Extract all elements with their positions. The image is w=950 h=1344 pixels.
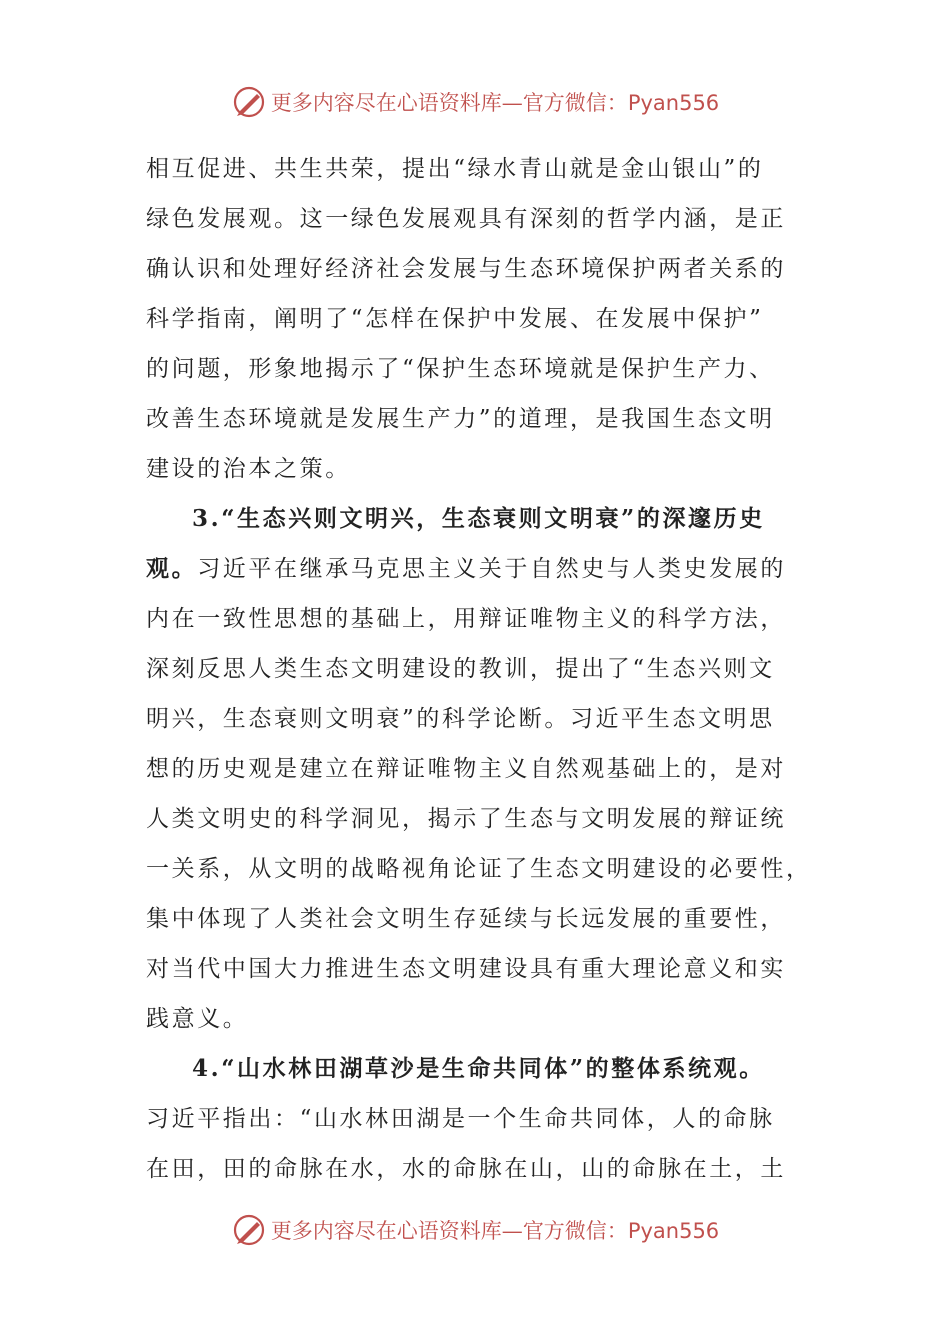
- text-line: 明兴，生态衰则文明衰”的科学论断。习近平生态文明思: [146, 706, 775, 732]
- text-line: 在田，田的命脉在水，水的命脉在山，山的命脉在土，土: [146, 1156, 786, 1182]
- text-line: 改善生态环境就是发展生产力”的道理，是我国生态文明: [146, 406, 775, 432]
- section-3-heading: 3.“生态兴则文明兴，生态衰则文明衰”的深邃历史: [192, 505, 765, 532]
- footer-banner: [0, 1210, 950, 1250]
- text-line: 的问题，形象地揭示了“保护生态环境就是保护生产力、: [146, 356, 775, 382]
- text-line: 对当代中国大力推进生态文明建设具有重大理论意义和实: [146, 956, 786, 982]
- footer-banner-text: 更多内容尽在心语资料库—官方微信：Pyan556: [270, 1219, 720, 1243]
- section-4-heading: 4.“山水林田湖草沙是生命共同体”的整体系统观。: [192, 1055, 765, 1082]
- pen-logo-icon: [231, 84, 267, 120]
- text-line: 践意义。: [146, 1006, 249, 1032]
- text-line: 绿色发展观。这一绿色发展观具有深刻的哲学内涵，是正: [146, 206, 786, 232]
- text-line: 人类文明史的科学洞见，揭示了生态与文明发展的辩证统: [146, 806, 786, 832]
- pen-logo-icon: [231, 1212, 267, 1248]
- document-body: [146, 144, 812, 1194]
- text-line: 内在一致性思想的基础上，用辩证唯物主义的科学方法，: [146, 606, 786, 632]
- text-line: 建设的治本之策。: [146, 456, 351, 482]
- section-3-heading-continued: [146, 544, 786, 594]
- text-line: 想的历史观是建立在辩证唯物主义自然观基础上的，是对: [146, 756, 786, 782]
- text-line: 相互促进、共生共荣，提出“绿水青山就是金山银山”的: [146, 156, 764, 182]
- text-line: 深刻反思人类生态文明建设的教训，提出了“生态兴则文: [146, 656, 775, 682]
- section-3-heading-end: 观。: [146, 555, 198, 582]
- text-line: 科学指南，阐明了“怎样在保护中发展、在发展中保护”: [146, 306, 764, 332]
- section-3-text: 习近平在继承马克思主义关于自然史与人类史发展的: [197, 556, 787, 582]
- text-line: 确认识和处理好经济社会发展与生态环境保护两者关系的: [146, 256, 786, 282]
- header-banner: [0, 82, 950, 122]
- text-line: 习近平指出：“山水林田湖是一个生命共同体，人的命脉: [146, 1106, 775, 1132]
- header-banner-text: 更多内容尽在心语资料库—官方微信：Pyan556: [270, 91, 720, 115]
- text-line: 一关系，从文明的战略视角论证了生态文明建设的必要性，: [146, 856, 812, 882]
- text-line: 集中体现了人类社会文明生存延续与长远发展的重要性，: [146, 906, 786, 932]
